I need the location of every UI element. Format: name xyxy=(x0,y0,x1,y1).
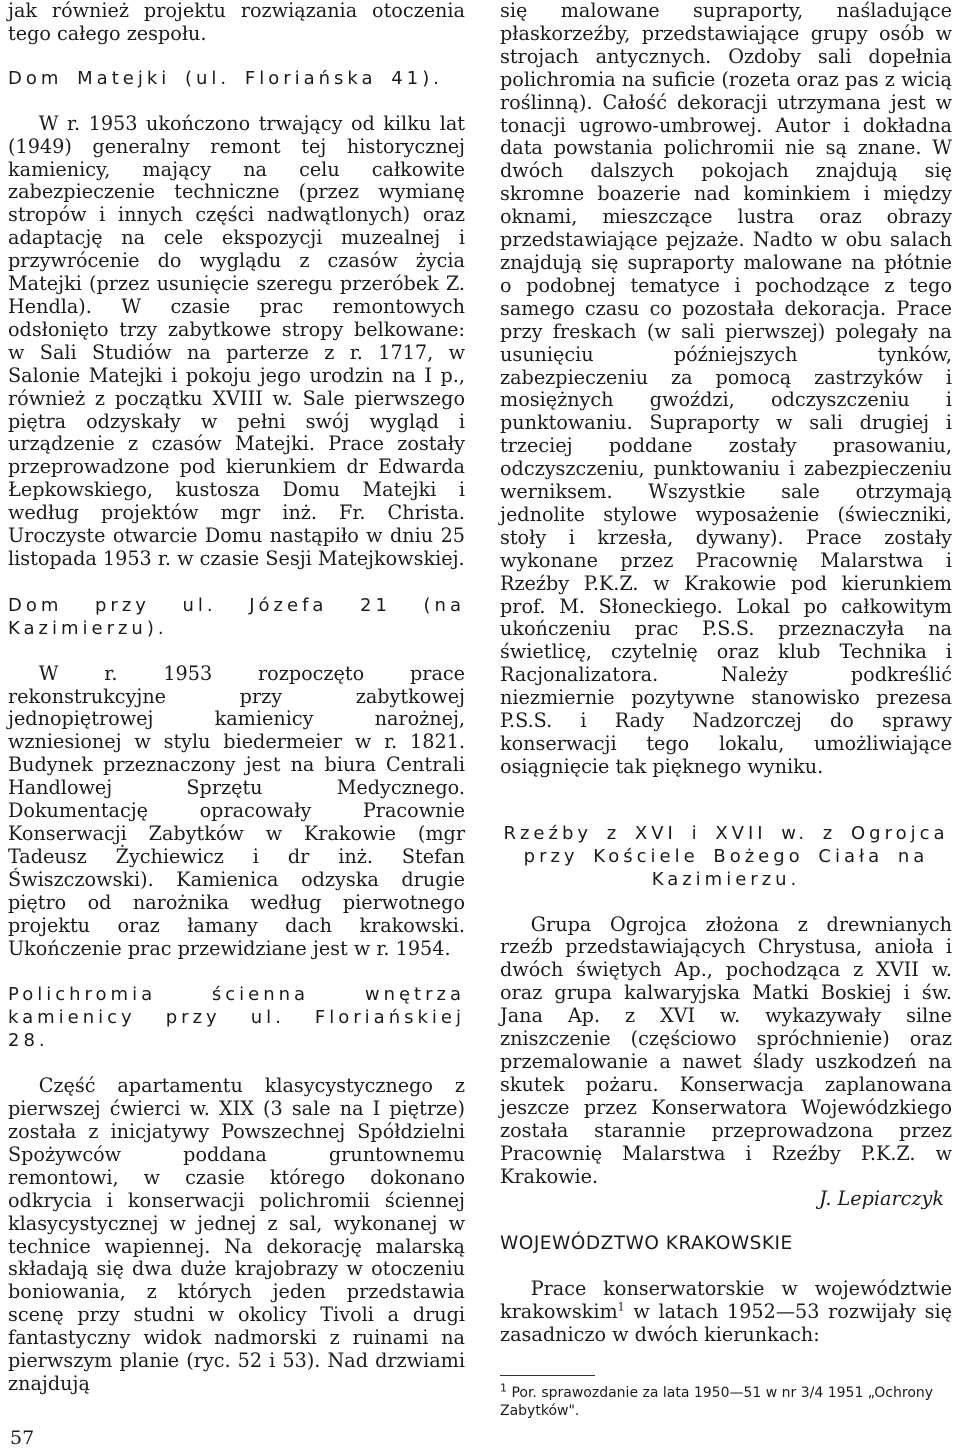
footnote-text: Por. sprawozdanie za lata 1950—51 w nr 3/4 1951 „Ochrony Zabytków". xyxy=(500,1384,934,1419)
right-column xyxy=(500,0,952,1420)
paragraph: Część apartamentu klasycystycznego z pierwszej ćwierci w. XIX (3 sale na I piętrze) została z inicjatywy Powszechnej Spółdzielni Spożywców poddana gruntownemu remontowi, w czasie którego dokonano odkrycia i konserwacji polichromii ściennej klasycystycznej w jednej z sal, wykonanej w technice wapiennej. Na dekorację malarską składają się dwa duże krajobrazy w otoczeniu boniowania, z których jeden przedstawia scenę przy studni w okolicy Tivoli a drugi fantastyczny widok nadmorski z ruinami na pierwszym planie (ryc. 52 i 53). Nad drzwiami znajdują xyxy=(8,1074,465,1395)
paragraph-text: w latach 1952—53 rozwijały się zasadniczo w dwóch kierunkach: xyxy=(500,1300,952,1347)
section-heading-wojewodztwo: WOJEWÓDZTWO KRAKOWSKIE xyxy=(500,1233,793,1255)
paragraph: jak również projektu rozwiązania otoczenia tego całego zespołu. xyxy=(8,0,465,45)
left-column xyxy=(8,0,465,1396)
footnote-mark: 1 xyxy=(500,1381,507,1395)
paragraph-text: Prace konserwatorskie w województwie krakowskim xyxy=(500,1277,952,1324)
author-signature: J. Lepiarczyk xyxy=(819,1187,944,1211)
page-number: 57 xyxy=(10,1427,35,1449)
paragraph xyxy=(500,1278,952,1347)
section-title-dom-matejki: Dom Matejki (ul. Floriańska 41). xyxy=(8,67,443,89)
paragraph: Grupa Ogrojca złożona z drewnianych rzeźb przedstawiających Chrystusa, anioła i dwóch świętych Ap., pochodząca z XVII w. oraz grupa kalwaryjska Matki Boskiej i św. Jana Ap. z XVI w. wykazywały silne zniszczenie (częściowo spróchnienie) oraz przemalowanie a nawet ślady uszkodzeń na skutek pożaru. Konserwacja zaplanowana jeszcze przez Konserwatora Wojewódzkiego została starannie przeprowadzona przez Pracownię Malarstwa i Rzeźby P.K.Z. w Krakowie. xyxy=(500,912,952,1188)
section-title-polichromia: Polichromia ścienna wnętrza kamienicy przy ul. Floriańskiej 28. xyxy=(8,984,465,1052)
footnote xyxy=(500,1381,952,1420)
paragraph: W r. 1953 ukończono trwający od kilku lat (1949) generalny remont tej historycznej kamienicy, mający na celu całkowite zabezpieczenie techniczne (przez wymianę stropów i innych części nadwątlonych) oraz adaptację na cele ekspozycji muzealnej i przywrócenie do wyglądu z czasów życia Matejki (przez usunięcie szeregu przeróbek Z. Hendla). W czasie prac remontowych odsłonięto trzy zabytkowe stropy belkowane: w Sali Studiów na parterze z r. 1717, w Salonie Matejki i pokoju jego urodzin na I p., również z początku XVIII w. Sale pierwszego piętra odzyskały w pełni swój wygląd i urządzenie z czasów Matejki. Prace zostały przeprowadzone pod kierunkiem dr Edwarda Łepkowskiego, kustosza Domu Matejki i według projektów mgr inż. Fr. Christa. Uroczyste otwarcie Domu nastąpiło w dniu 25 listopada 1953 r. w czasie Sesji Matejkowskiej. xyxy=(8,111,465,570)
paragraph: się malowane supraporty, naśladujące płaskorzeźby, przedstawiające grupy osób w strojach antycznych. Ozdoby sali dopełnia polichromia na suficie (rozeta oraz pas z wicią roślinną). Całość dekoracji utrzymana jest w tonacji ugrowo-umbrowej. Autor i dokładna data powstania polichromii nie są znane. W dwóch dalszych pokojach znajdują się skromne boazerie nad kominkiem i między oknami, mieszczące lustra oraz obrazy przedstawiające pejzaże. Nadto w obu salach znajdują się supraporty malowane na płótnie o podobnej tematyce i pochodzące z tego samego czasu co pozostała dekoracja. Prace przy freskach (w sali pierwszej) polegały na usunięciu późniejszych tynków, zabezpieczeniu za pomocą zastrzyków i mosiężnych gwoździ, odczyszczeniu i punktowaniu. Supraporty w sali drugiej i trzeciej poddane zostały prasowaniu, odczyszczeniu, punktowaniu i zabezpieczeniu werniksem. Wszystkie sale otrzymają jednolite stylowe wyposażenie (świeczniki, stoły i krzesła, dywany). Prace zostały wykonane przez Pracownię Malarstwa i Rzeźby P.K.Z. w Krakowie pod kierunkiem prof. M. Słoneckiego. Lokal po całkowitym ukończeniu prac P.S.S. przeznaczyła na świetlicę, czytelnię oraz klub Technika i Racjonalizatora. Należy podkreślić niezmiernie pozytywne stanowisko prezesa P.S.S. i Rady Nadzorczej do sprawy konserwacji tego lokalu, umożliwiające osiągnięcie tak pięknego wyniku. xyxy=(500,0,952,778)
section-title-rzezby: Rzeźby z XVI i XVII w. z Ogrojca przy Kościele Bożego Ciała na Kazimierzu. xyxy=(503,822,949,890)
footnote-divider xyxy=(500,1375,595,1376)
section-title-dom-jozefa: Dom przy ul. Józefa 21 (na Kazimierzu). xyxy=(8,594,465,639)
paragraph: W r. 1953 rozpoczęto prace rekonstrukcyjne przy zabytkowej jednopiętrowej kamienicy narożnej, wzniesionej w stylu biedermeier w r. 1821. Budynek przeznaczony jest na biura Centrali Handlowej Sprzętu Medycznego. Dokumentację opracowały Pracownie Konserwacji Zabytków w Krakowie (mgr Tadeusz Żychiewicz i dr inż. Stefan Świszczowski). Kamienica odzyska drugie piętro od narożnika według pierwotnego projektu oraz łamany dach krakowski. Ukończenie prac przewidziane jest w r. 1954. xyxy=(8,661,465,960)
footnote-reference: 1 xyxy=(617,1300,625,1314)
